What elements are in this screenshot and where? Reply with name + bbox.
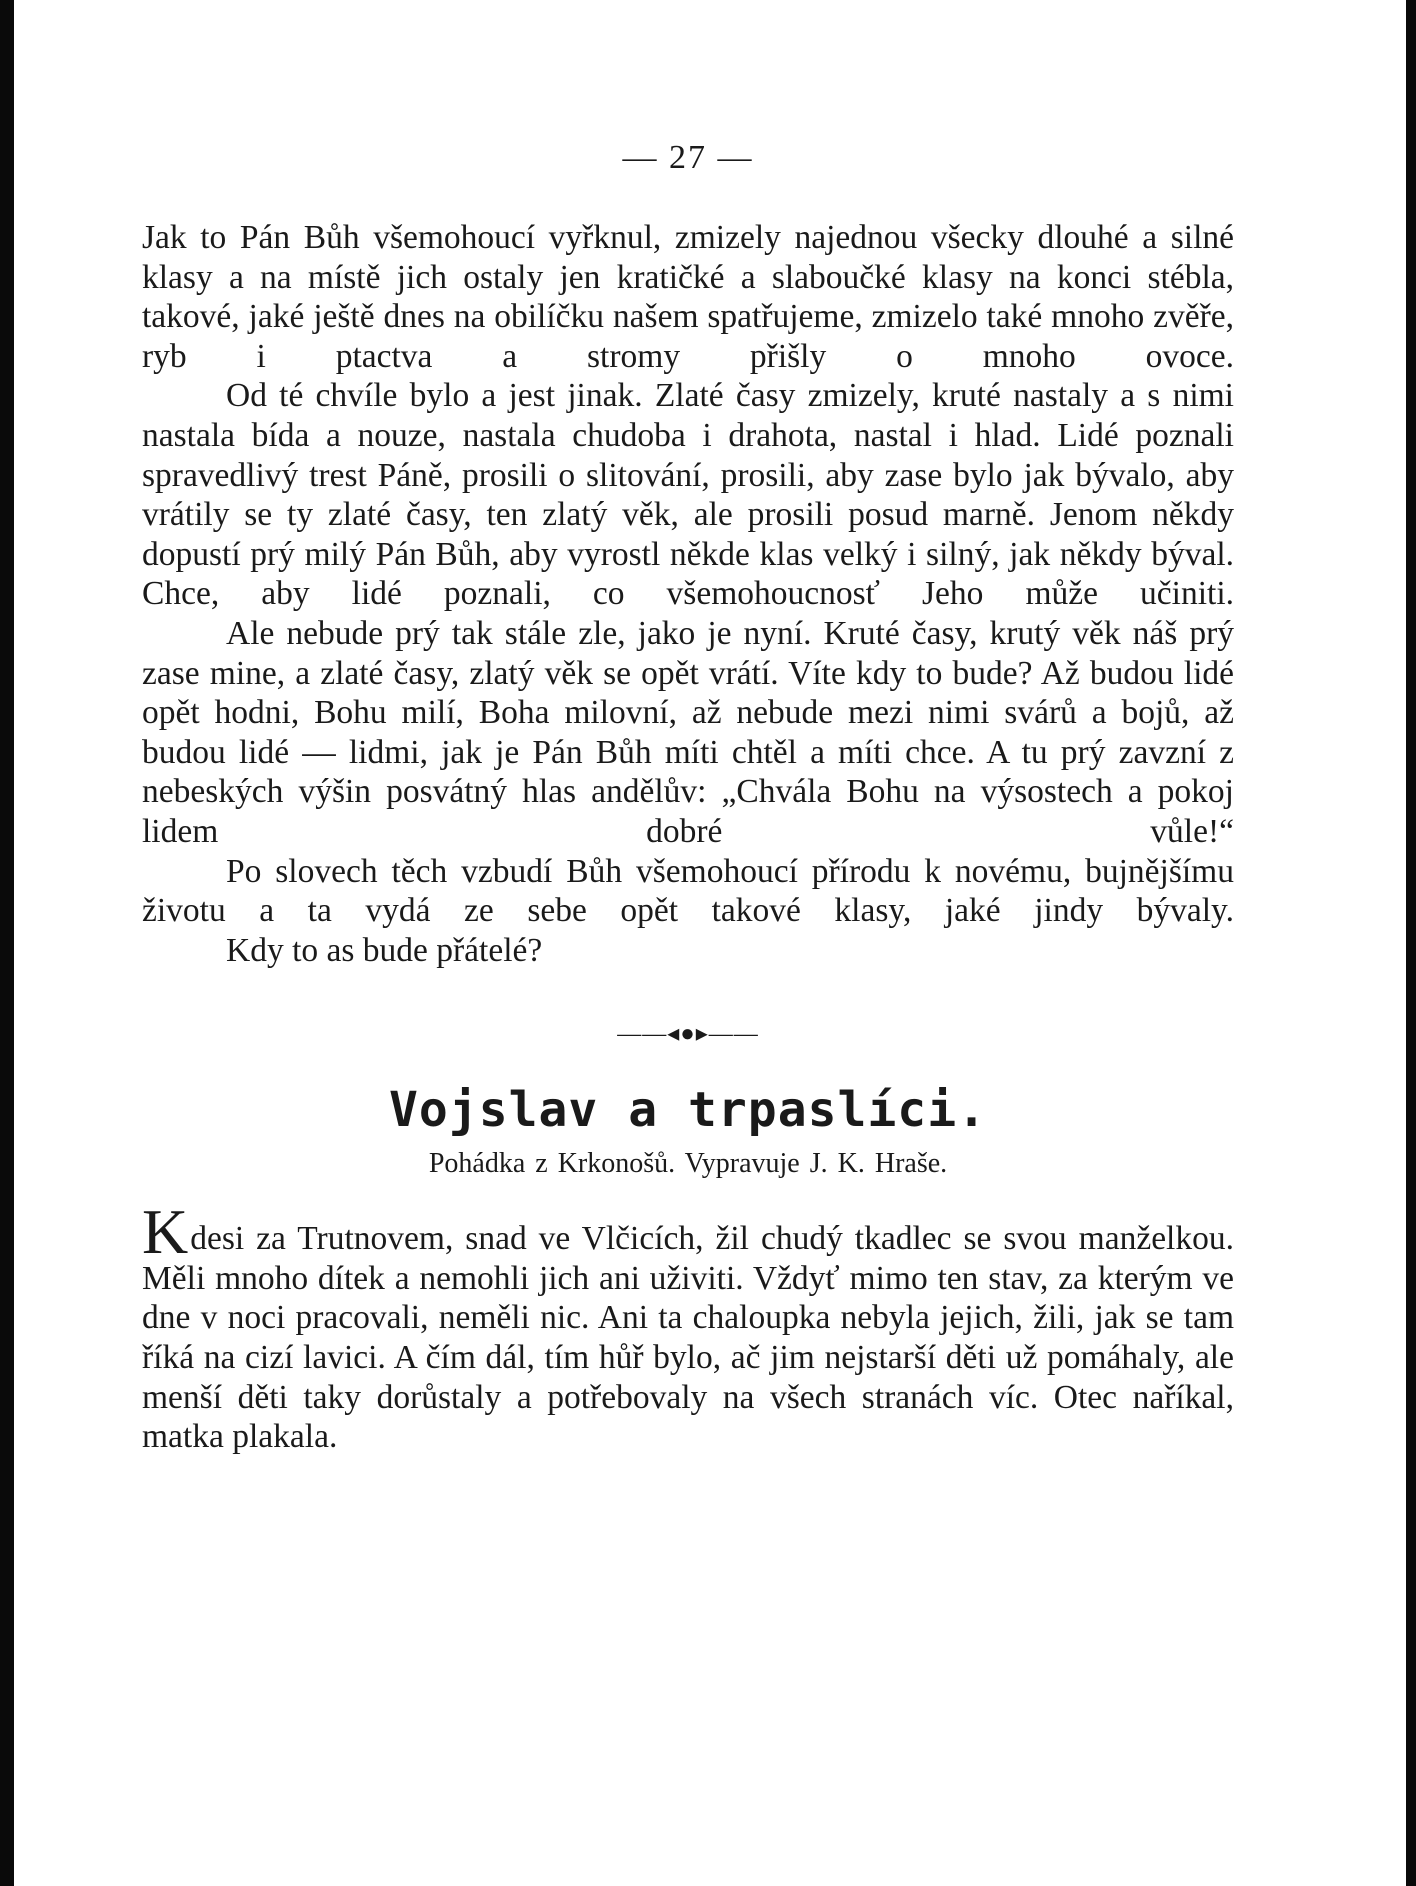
scan-right-edge: [1406, 0, 1416, 1886]
drop-cap: K: [142, 1196, 189, 1268]
story-subtitle: Pohádka z Krkonošů. Vypravuje J. K. Hraše.: [428, 1148, 948, 1180]
paragraph-2: Od té chvíle bylo a jest jinak. Zlaté časy zmizely, kruté nastaly a s nimi nastala bída a nouze, nastala chudoba i drahota, nastal i hlad. Lidé poznali spravedlivý trest Páně, prosili o slitování, prosili, aby zase bylo jak bývalo, aby vrátily se ty zlaté časy, ten zlatý věk, ale prosili posud marně. Jenom někdy dopustí prý milý Pán Bůh, aby vyrostl někde klas velký i silný, jak někdy býval. Chce, aby lidé poznali, co všemohoucnosť Jeho může učiniti.: [142, 377, 1234, 613]
page-number: — 27 —: [622, 139, 754, 176]
paragraph-1: Jak to Pán Bůh všemohoucí vyřknul, zmizely najednou všecky dlouhé a silné klasy a na místě jich ostaly jen kratičké a slaboučké klasy na konci stébla, takové, jaké ještě dnes na obilíčku našem spatřujeme, zmizelo také mnoho zvěře, ryb i ptactva a stromy přišly o mnoho ovoce.: [142, 219, 1234, 375]
section-divider-ornament: ——◂●▸——: [617, 1021, 759, 1048]
paragraph-3: Ale nebude prý tak stále zle, jako je nyní. Kruté časy, krutý věk náš prý zase mine, a zlaté časy, zlatý věk se opět vrátí. Víte kdy to bude? Až budou lidé opět hodni, Bohu milí, Boha milovní, až nebude mezi nimi svárů a bojů, až budou lidé — lidmi, jak je Pán Bůh míti chtěl a míti chce. A tu prý zavzní z nebeských výšin posvátný hlas andělův: „Chvála Bohu na výsostech a pokoj lidem dobré vůle!“: [142, 614, 1234, 850]
scan-left-edge: [0, 0, 14, 1886]
story-first-paragraph: [142, 1196, 1234, 1457]
book-page: [142, 138, 1234, 1457]
paragraph-5: Kdy to as bude přátelé?: [226, 931, 543, 969]
story-title: Vojslav a trpaslíci.: [389, 1082, 987, 1139]
previous-story-ending: [142, 218, 1234, 970]
paragraph-4: Po slovech těch vzbudí Bůh všemohoucí přírodu k novému, bujnějšímu životu a ta vydá ze sebe opět takové klasy, jaké jindy bývaly.: [142, 852, 1234, 930]
story-first-paragraph-text: desi za Trutnovem, snad ve Vlčicích, žil chudý tkadlec se svou manželkou. Měli mnoho dítek a nemohli jich ani uživiti. Vždyť mimo ten stav, za kterým ve dne v noci pracovali, neměli nic. Ani ta chaloupka nebyla jejich, žili, jak se tam říká na cizí lavici. A čím dál, tím hůř bylo, ač jim nejstarší děti už pomáhaly, ale menší děti taky dorůstaly a potřebovaly na všech stranách víc. Otec naříkal, matka plakala.: [142, 1220, 1234, 1456]
